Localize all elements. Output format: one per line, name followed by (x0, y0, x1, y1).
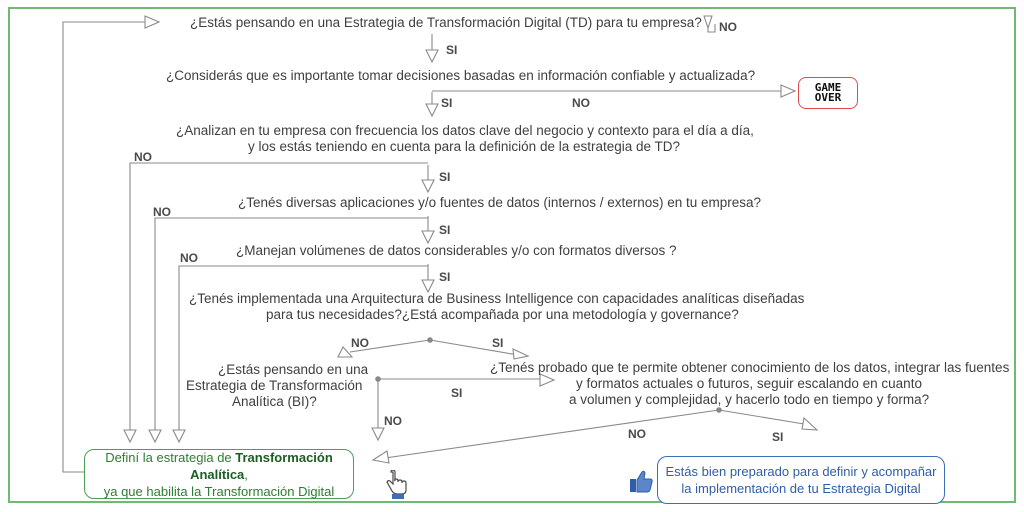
transformation-analytics-box (84, 449, 354, 499)
label-si-q4: SI (439, 223, 451, 237)
question-3-line-1: ¿Analizan en tu empresa con frecuencia los datos clave del negocio y contexto para el día a día, (176, 123, 754, 138)
hand-pointer-icon (386, 470, 408, 500)
question-7-line-3: Analítica (BI)? (232, 394, 317, 409)
question-5: ¿Manejan volúmenes de datos considerables y/o con formatos diversos ? (236, 243, 677, 258)
question-8-line-3: a volumen y complejidad, y hacerlo todo en tiempo y forma? (569, 392, 930, 407)
label-no-q6: NO (351, 336, 369, 350)
question-8-line-1: ¿Tenés probado que te permite obtener conocimiento de los datos, integrar las fuentes (490, 360, 1010, 375)
blue-line-1: Estás bien preparado para definir y acompañar (665, 464, 937, 479)
label-si-q6: SI (492, 336, 504, 350)
label-si-q7: SI (451, 386, 463, 400)
question-8-line-2: y formatos actuales o futuros, seguir escalando en cuanto (576, 376, 922, 391)
question-2: ¿Considerás que es importante tomar decisiones basadas en información confiable y actualizada? (166, 68, 756, 83)
thumbs-up-icon (628, 468, 654, 494)
label-no-q8: NO (628, 427, 646, 441)
game-over-line-2: OVER (814, 91, 842, 104)
question-7-line-1: ¿Estás pensando en una (218, 362, 369, 377)
label-no-q3: NO (134, 150, 152, 164)
question-7-line-2: Estrategia de Transformación (186, 378, 363, 393)
label-si-q2: SI (441, 96, 453, 110)
question-1: ¿Estás pensando en una Estrategia de Transformación Digital (TD) para tu empresa? (190, 15, 702, 30)
game-over-box (798, 77, 858, 109)
label-si-q8: SI (772, 430, 784, 444)
blue-line-2: la implementación de tu Estrategia Digital (681, 481, 921, 496)
game-over-line-1: GAME (814, 81, 842, 94)
green-bold: Transformación Analítica (190, 449, 333, 482)
green-prefix: Definí la estrategia de (105, 449, 236, 465)
label-no-q1: NO (719, 20, 737, 34)
label-no-q7: NO (384, 414, 402, 428)
well-prepared-box (657, 456, 945, 504)
question-6-line-2: para tus necesidades?¿Está acompañada por una metodología y governance? (266, 307, 739, 322)
label-si-q3: SI (439, 170, 451, 184)
label-si-q5: SI (439, 270, 451, 284)
label-no-q4: NO (153, 205, 171, 219)
label-no-q5: NO (180, 251, 198, 265)
question-3-line-2: y los estás teniendo en cuenta para la definición de la estrategia de TD? (248, 139, 681, 154)
question-6-line-1: ¿Tenés implementada una Arquitectura de Business Intelligence con capacidades analíticas diseñadas (189, 291, 805, 306)
label-si-q1: SI (446, 43, 458, 57)
question-4: ¿Tenés diversas aplicaciones y/o fuentes de datos (internos / externos) en tu empresa? (238, 195, 762, 210)
label-no-q2: NO (572, 96, 590, 110)
green-line-2: ya que habilita la Transformación Digital (103, 483, 335, 499)
green-suffix: , (244, 466, 248, 482)
